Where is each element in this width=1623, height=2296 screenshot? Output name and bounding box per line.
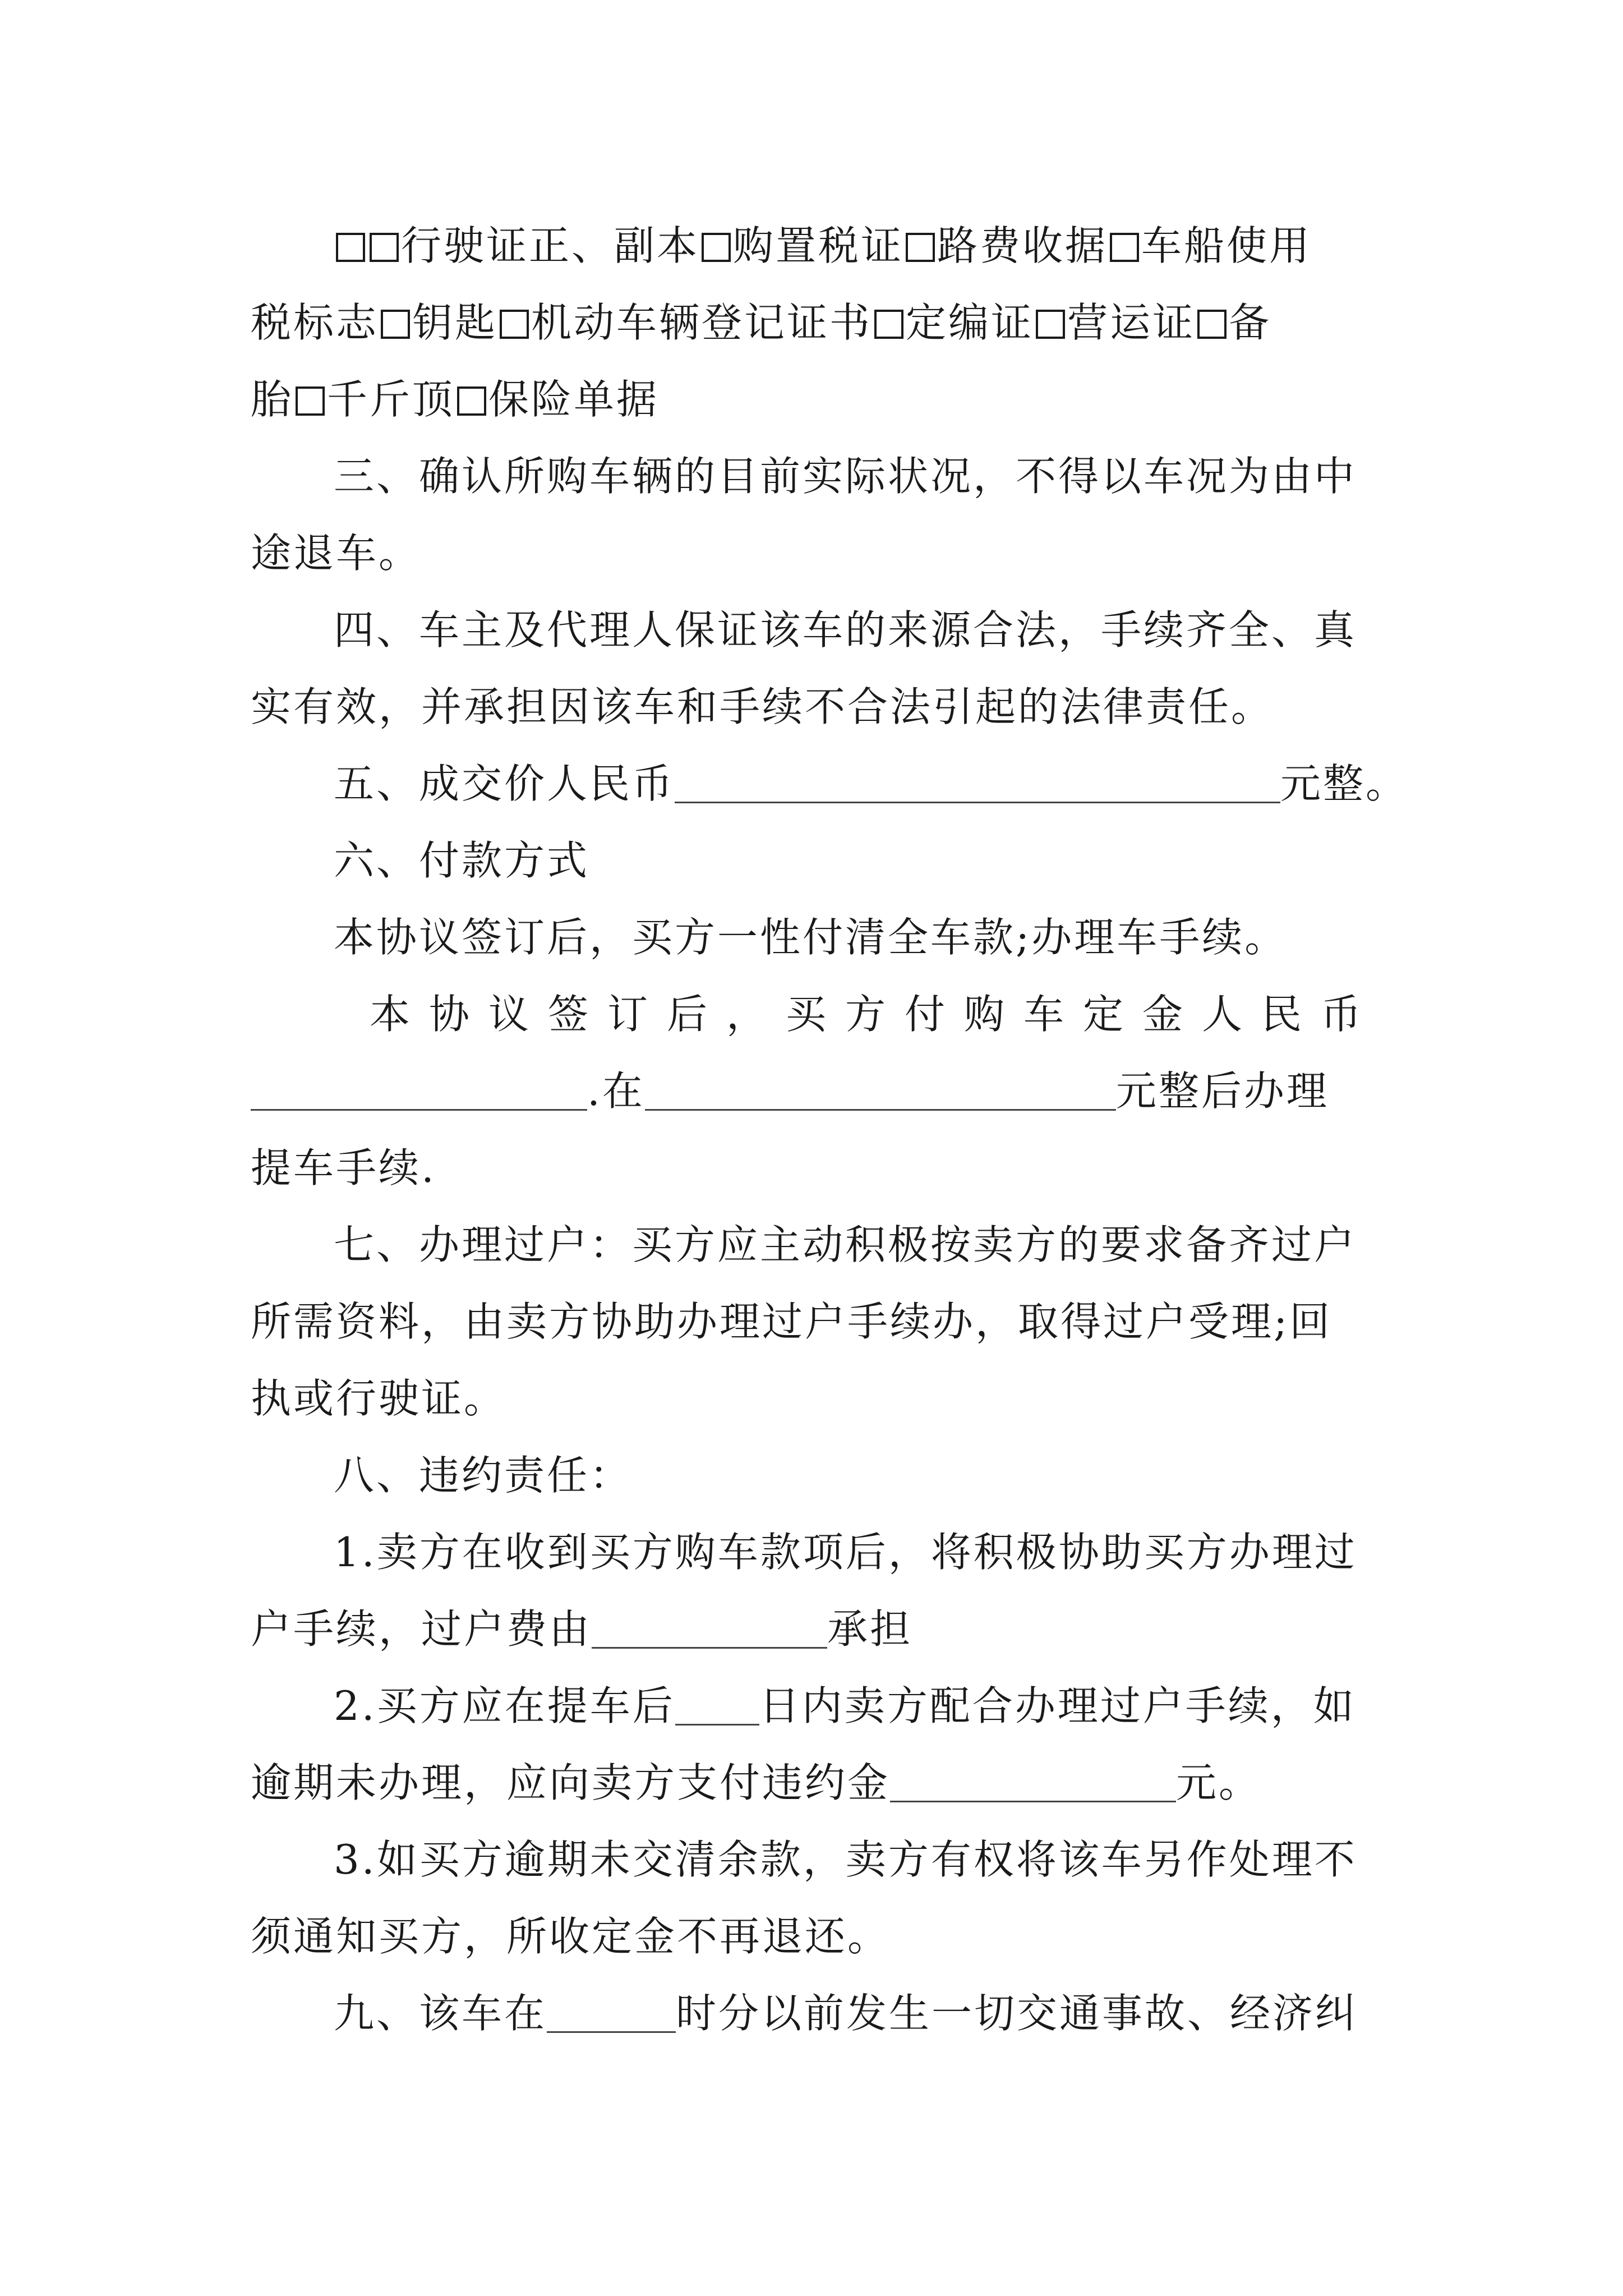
checkbox-icon: [874, 310, 903, 339]
checklist-item: 营运证: [1067, 299, 1196, 346]
breach-text: 2.买方应在提车后: [334, 1682, 675, 1729]
payment-option-1: 本协议签订后，买方一性付清全车款;办理车手续。: [334, 914, 1288, 961]
checklist-item: 税标志: [251, 299, 379, 346]
payment-text: 元整后办理: [1115, 1068, 1329, 1115]
checkbox-icon: [457, 386, 486, 416]
breach-text: 元。: [1176, 1759, 1262, 1806]
breach-1-line-2: [251, 1591, 1380, 1668]
clause-5-unit: 元整。: [1280, 760, 1409, 807]
checkbox-icon: [1036, 310, 1065, 339]
breach-text: 日内卖方配合办理过户手续，如: [759, 1682, 1356, 1729]
time-blank: [547, 1998, 676, 2033]
checklist-item: 保险单据: [488, 376, 660, 423]
balance-blank: [645, 1075, 1116, 1111]
price-blank: [675, 768, 1280, 803]
payment-option-2-line-3: 提车手续.: [251, 1144, 436, 1191]
checkbox-icon: [906, 233, 935, 262]
payment-option-2-line-1: 本协议签订后，买方付购车定金人民币: [370, 991, 1381, 1038]
checklist-line-1: [251, 208, 1380, 284]
payment-text: .在: [587, 1068, 645, 1115]
document-body: [251, 208, 1409, 2052]
checklist-item: 定编证: [906, 299, 1034, 346]
clause-6-heading: 六、付款方式: [334, 837, 590, 884]
breach-2-line-2: [251, 1745, 1380, 1821]
deposit-blank: [251, 1075, 587, 1111]
days-blank: [675, 1690, 759, 1726]
breach-1-line-1: 1.卖方在收到买方购车款项后，将积极协助买方办理过: [334, 1529, 1357, 1576]
clause-9-text: 九、该车在: [334, 1990, 547, 2037]
clause-3-line-2: 途退车。: [251, 530, 422, 577]
checkbox-icon: [296, 386, 325, 416]
breach-text: 逾期未办理，应向卖方支付违约金: [251, 1759, 891, 1806]
clause-4-line-1: 四、车主及代理人保证该车的来源合法，手续齐全、真: [334, 606, 1357, 654]
clause-8-heading: 八、违约责任：: [334, 1452, 633, 1499]
clause-7-line-1: 七、办理过户：买方应主动积极按卖方的要求备齐过户: [334, 1221, 1357, 1268]
checklist-item: 胎: [251, 376, 294, 423]
breach-3-line-1: 3.如买方逾期未交清余款，卖方有权将该车另作处理不: [334, 1836, 1357, 1883]
clause-5-label: 五、成交价人民币: [334, 760, 675, 807]
clause-7-line-3: 执或行驶证。: [251, 1375, 507, 1422]
checklist-item: 机动车辆登记证书: [531, 299, 873, 346]
breach-2-line-1: [251, 1668, 1380, 1745]
payment-option-2-line-2: [251, 1053, 1380, 1130]
clause-5: [251, 746, 1409, 822]
checklist-item: 钥匙: [412, 299, 498, 346]
clause-7-line-2: 所需资料，由卖方协助办理过户手续办，取得过户受理;回: [251, 1298, 1332, 1345]
fee-payer-blank: [592, 1613, 827, 1649]
clause-9-line-1: [251, 1975, 1380, 2052]
checkbox-icon: [1110, 233, 1139, 262]
checkbox-icon: [1197, 310, 1227, 339]
checkbox-icon: [500, 310, 529, 339]
checklist-item: 车船使用: [1141, 222, 1312, 269]
checklist-line-2: [251, 284, 1380, 361]
checklist-item: 路费收据: [937, 222, 1108, 269]
checkbox-icon: [702, 233, 731, 262]
checkbox-icon: [370, 233, 399, 262]
checklist-line-3: [251, 361, 1380, 438]
breach-3-line-2: 须通知买方，所收定金不再退还。: [251, 1913, 891, 1960]
checklist-item: 备: [1229, 299, 1272, 346]
clause-4-line-2: 实有效，并承担因该车和手续不合法引起的法律责任。: [251, 683, 1274, 730]
checklist-item: 购置税证: [733, 222, 904, 269]
clause-3-line-1: 三、确认所购车辆的目前实际状况，不得以车况为由中: [334, 453, 1357, 500]
checklist-item: 行驶证正、副本: [401, 222, 700, 269]
breach-text: 户手续，过户费由: [251, 1605, 592, 1653]
checklist-item: 千斤顶: [327, 376, 455, 423]
penalty-blank: [890, 1767, 1176, 1802]
checkbox-icon: [336, 233, 365, 262]
checkbox-icon: [381, 310, 410, 339]
breach-text: 承担: [827, 1605, 913, 1653]
clause-9-text: 时分以前发生一切交通事故、经济纠: [676, 1990, 1358, 2037]
